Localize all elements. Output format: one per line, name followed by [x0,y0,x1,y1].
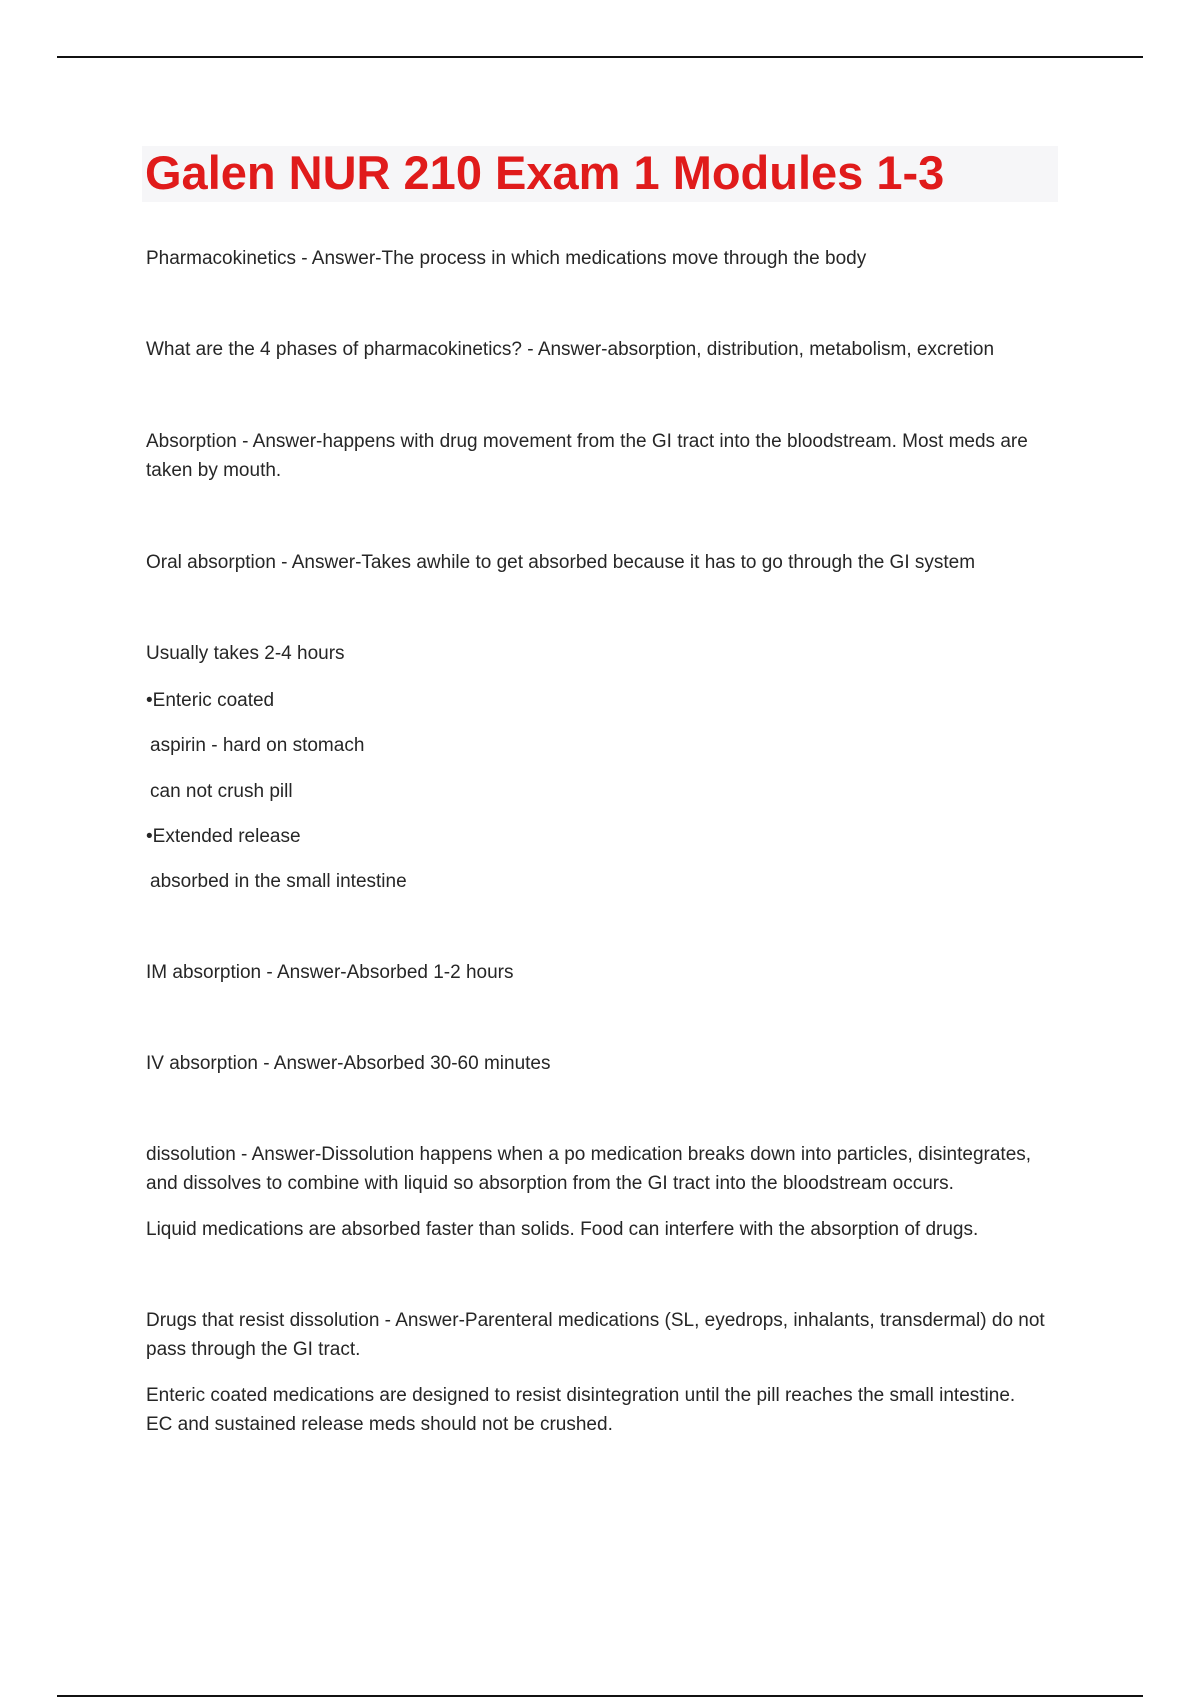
entry-resist-dissolution: Drugs that resist dissolution - Answer-Parenteral medications (SL, eyedrops, inhalants, transdermal) do not pass through the GI tract. [146,1310,1045,1360]
document-body [146,244,1046,1439]
entry-aspirin: aspirin - hard on stomach [150,735,365,756]
entry-can-not-crush: can not crush pill [150,781,293,802]
entry-absorption: Absorption - Answer-happens with drug movement from the GI tract into the bloodstream. Most meds are taken by mouth. [146,431,1028,481]
entry-pharmacokinetics: Pharmacokinetics - Answer-The process in which medications move through the body [146,248,867,269]
entry-liquid-medications: Liquid medications are absorbed faster than solids. Food can interfere with the absorption of drugs. [146,1219,979,1240]
entry-extended-release: •Extended release [146,826,301,847]
entry-iv-absorption: IV absorption - Answer-Absorbed 30-60 minutes [146,1053,551,1074]
entry-oral-absorption: Oral absorption - Answer-Takes awhile to get absorbed because it has to go through the GI system [146,552,976,573]
entry-dissolution: dissolution - Answer-Dissolution happens when a po medication breaks down into particles, disintegrates, and dissolves to combine with liquid so absorption from the GI tract into the bloodstream occurs. [146,1144,1032,1194]
entry-small-intestine: absorbed in the small intestine [150,871,407,892]
document-title: Galen NUR 210 Exam 1 Modules 1-3 [145,146,945,199]
entry-usually-takes: Usually takes 2-4 hours [146,643,345,664]
entry-im-absorption: IM absorption - Answer-Absorbed 1-2 hours [146,962,514,983]
top-rule [57,56,1143,58]
entry-four-phases: What are the 4 phases of pharmacokinetics? - Answer-absorption, distribution, metabolism, excretion [146,339,995,360]
entry-enteric-coated-medications: Enteric coated medications are designed to resist disintegration until the pill reaches the small intestine. EC and sustained release meds should not be crushed. [146,1385,1016,1435]
entry-enteric-coated: •Enteric coated [146,690,275,711]
bottom-rule [57,1695,1143,1697]
